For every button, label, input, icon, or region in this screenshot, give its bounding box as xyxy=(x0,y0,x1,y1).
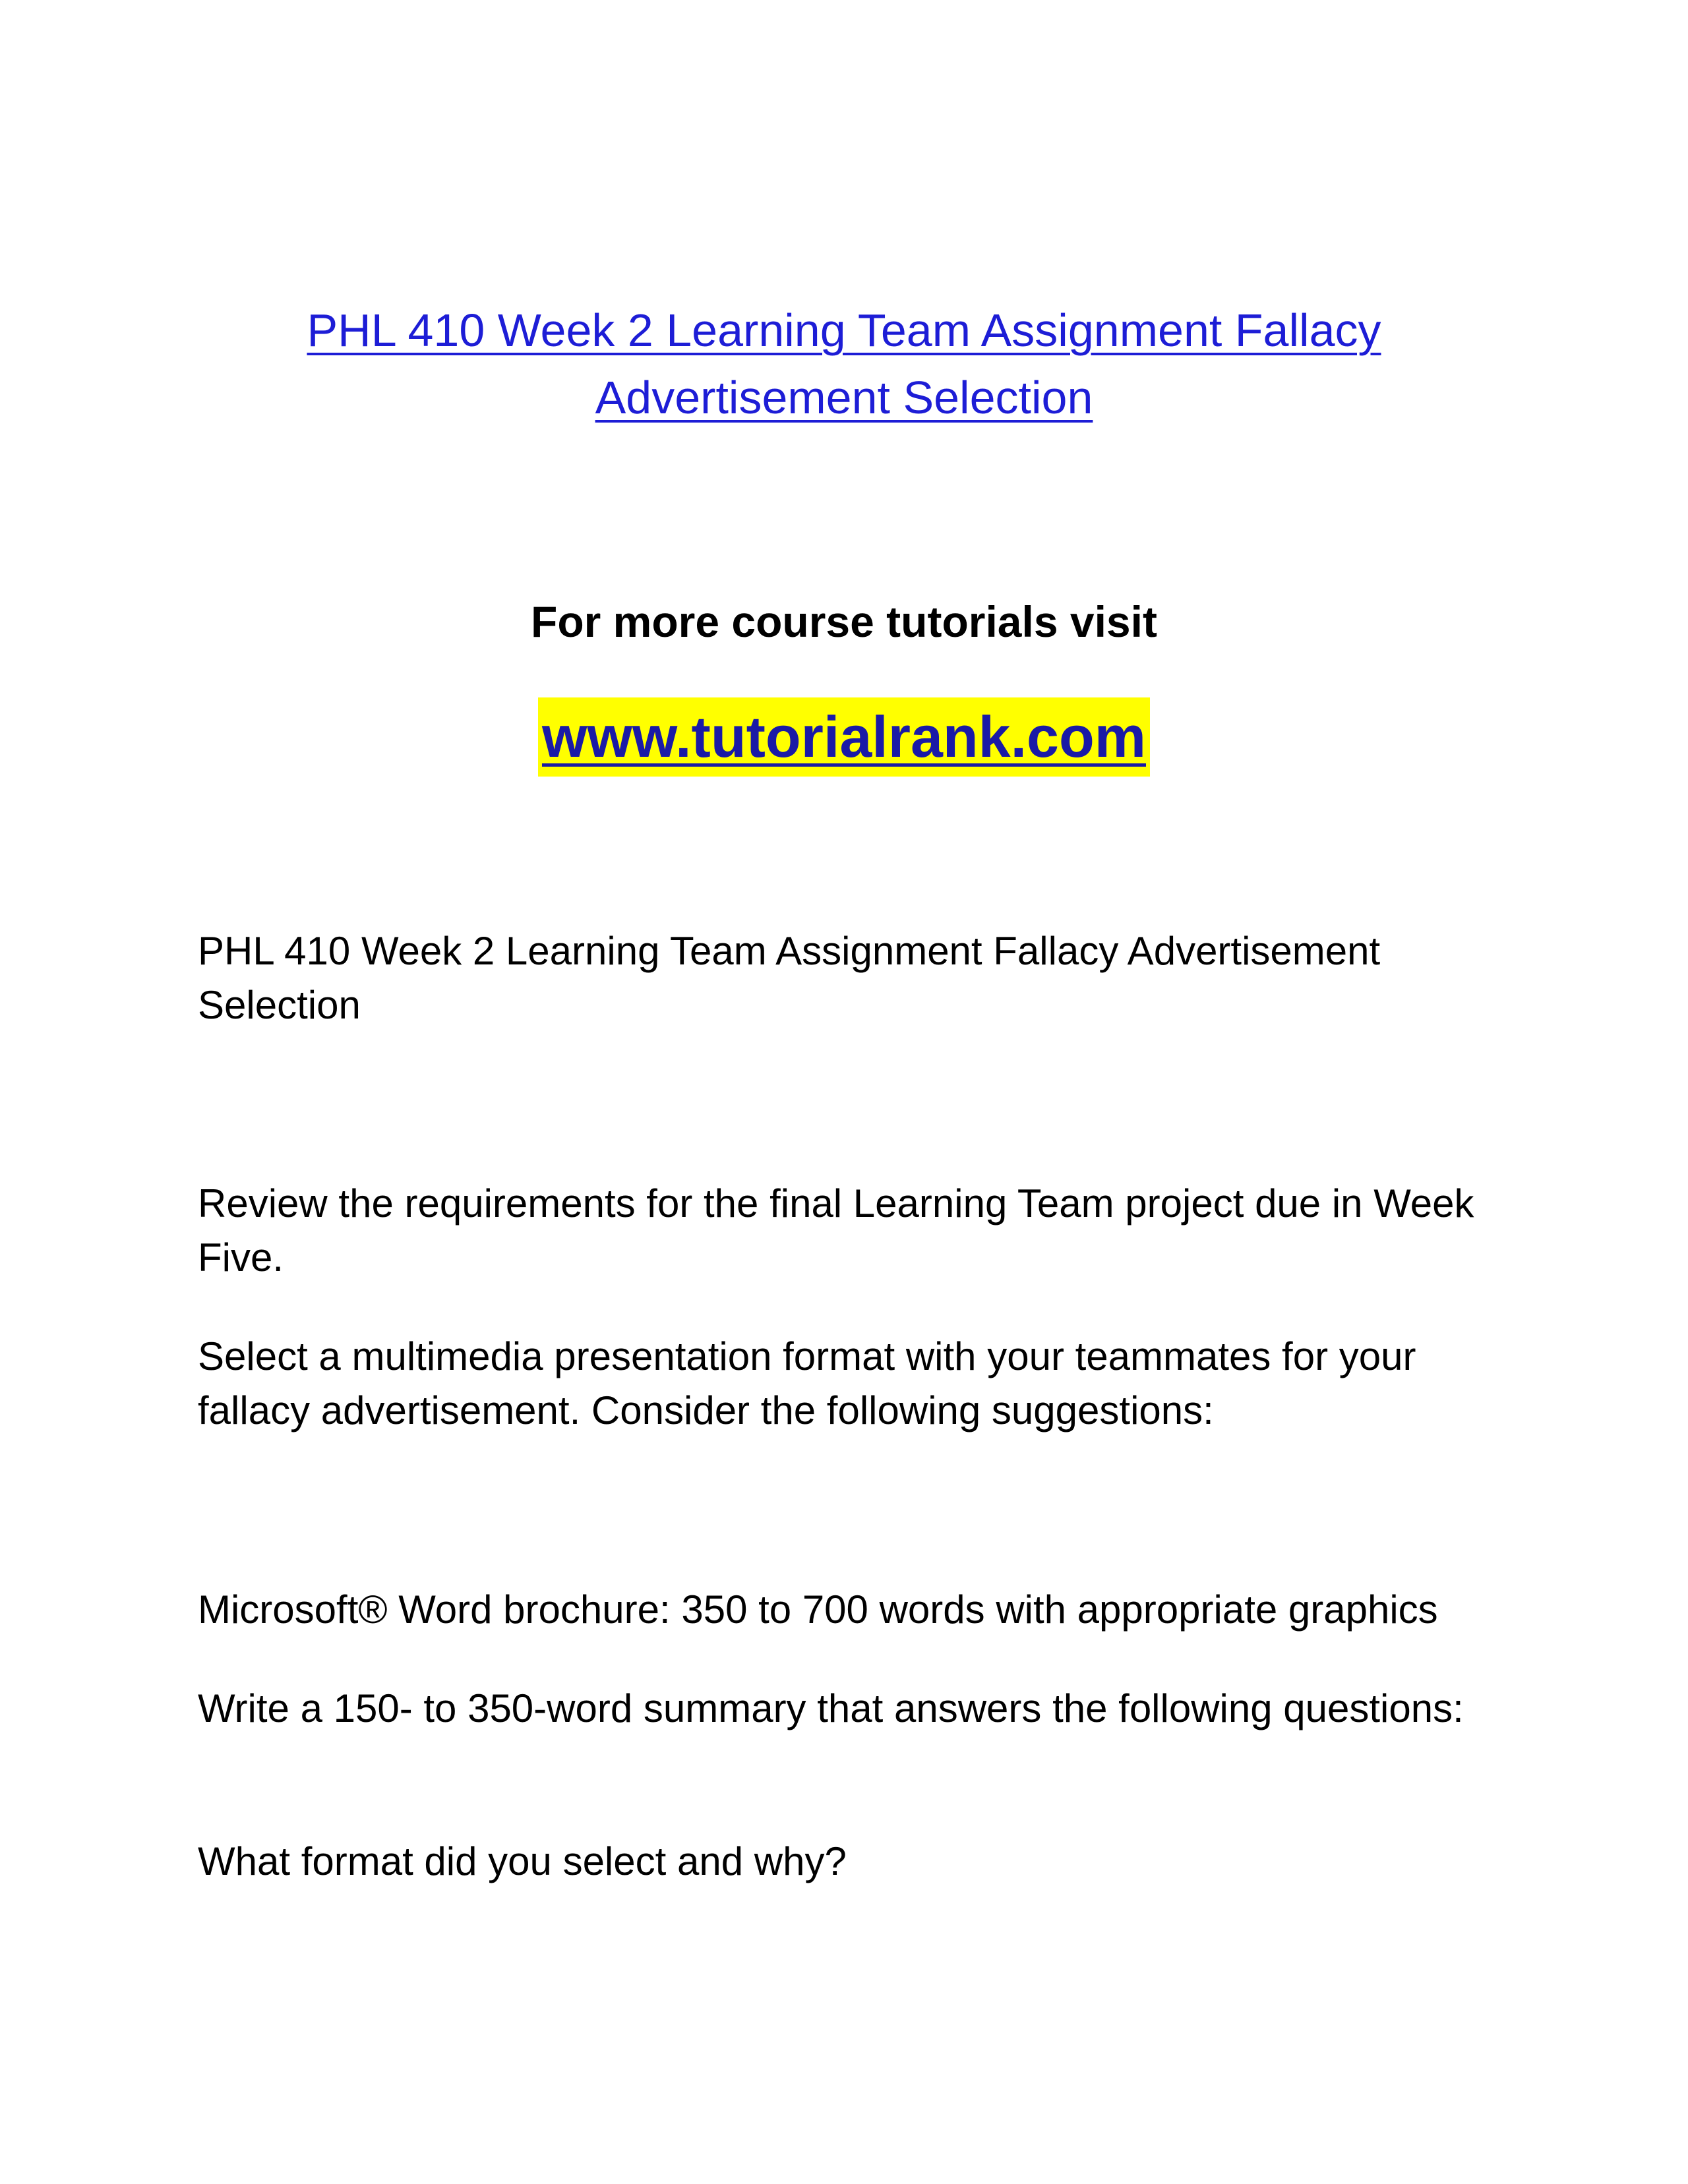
paragraph-assignment-title: PHL 410 Week 2 Learning Team Assignment Fallacy Advertisement Selection xyxy=(198,929,1381,1027)
paragraph-write-summary: Write a 150- to 350-word summary that answers the following questions: xyxy=(198,1686,1464,1730)
paragraph-select-format: Select a multimedia presentation format with your teammates for your fallacy advertisement. Consider the following suggestions: xyxy=(198,1334,1416,1432)
title-link[interactable]: PHL 410 Week 2 Learning Team Assignment Fallacy Advertisement Selection xyxy=(307,305,1381,423)
site-link[interactable]: www.tutorialrank.com xyxy=(538,697,1150,777)
paragraph-review-requirements: Review the requirements for the final Learning Team project due in Week Five. xyxy=(198,1181,1474,1280)
paragraph-word-brochure: Microsoft® Word brochure: 350 to 700 words with appropriate graphics xyxy=(198,1587,1438,1632)
visit-label: For more course tutorials visit xyxy=(531,597,1157,646)
site-link-wrap xyxy=(0,697,1688,777)
paragraph-question-format: What format did you select and why? xyxy=(198,1839,847,1883)
